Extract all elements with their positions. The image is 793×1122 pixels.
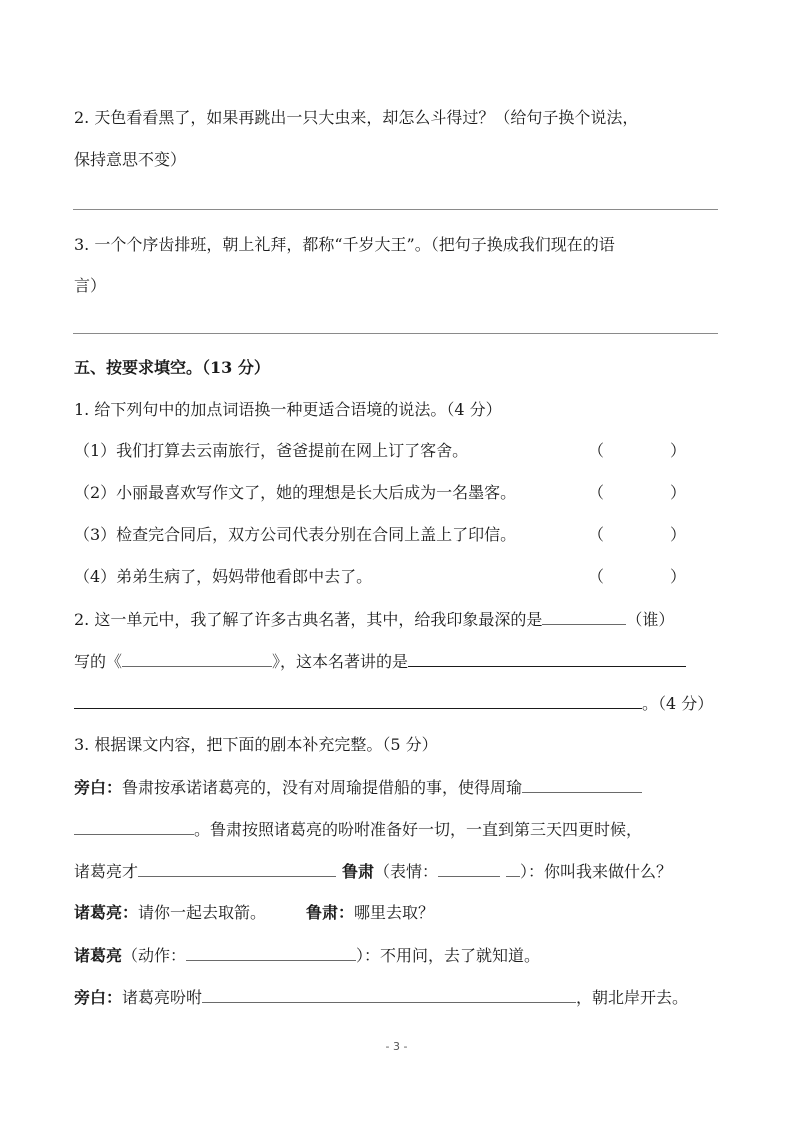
speaker-label: 诸葛亮 [74, 946, 123, 965]
dialogue-text: 哪里去取？ [354, 903, 435, 922]
speaker-label: 鲁肃 [342, 862, 375, 881]
q3-narrator-line1 [74, 777, 642, 798]
paren-open: （ [588, 441, 605, 460]
q2-text: 写的《 [74, 652, 123, 671]
q3-narrator-line2 [74, 819, 642, 840]
book-summary-blank-2[interactable] [74, 693, 642, 709]
answer-line [73, 333, 718, 334]
dialogue-text: ）：你叫我来做什么？ [520, 862, 673, 881]
q2-line3 [74, 693, 713, 714]
expression-blank[interactable] [438, 861, 500, 877]
zhouyu-blank[interactable] [522, 777, 642, 793]
q1-item-1: （1）我们打算去云南旅行，爸爸提前在网上订了客舍。 [74, 441, 469, 460]
speaker-label: 旁白： [74, 778, 123, 797]
speaker-label: 诸葛亮： [74, 903, 139, 922]
zhuge-blank[interactable] [138, 861, 336, 877]
paren-close: ） [670, 441, 687, 460]
paren-close: ） [670, 567, 687, 586]
book-summary-blank[interactable] [408, 651, 686, 667]
q4-item3-line2: 言） [74, 276, 107, 295]
q1-item-3: （3）检查完合同后，双方公司代表分别在合同上盖上了印信。 [74, 525, 517, 544]
q3-narrator-line3 [74, 987, 688, 1008]
narration-text: 。鲁肃按照诸葛亮的吩咐准备好一切，一直到第三天四更时候， [194, 820, 643, 839]
expression-label: （表情： [374, 862, 439, 881]
speaker-label: 鲁肃： [306, 903, 355, 922]
q1-item-4: （4）弟弟生病了，妈妈带他看郎中去了。 [74, 567, 373, 586]
paren-open: （ [588, 483, 605, 502]
narration-text: ，朝北岸开去。 [576, 988, 689, 1007]
section-title: 五、按要求填空。（13 分） [74, 358, 270, 377]
q2-line1 [74, 609, 674, 630]
page-number: - 3 - [385, 1040, 408, 1053]
q3-dialogue-line [74, 903, 434, 923]
paren-open: （ [588, 567, 605, 586]
paren-close: ） [670, 525, 687, 544]
dialogue-text: 请你一起去取箭。 [138, 903, 267, 922]
expression-blank-2[interactable] [506, 861, 520, 877]
q2-text: 2. 这一单元中，我了解了许多古典名著，其中，给我印象最深的是 [74, 610, 543, 629]
q1-item-2: （2）小丽最喜欢写作文了，她的理想是长大后成为一名墨客。 [74, 483, 517, 502]
q2-score: 。（4 分） [642, 694, 714, 713]
paren-open: （ [588, 525, 605, 544]
book-title-blank[interactable] [122, 651, 272, 667]
answer-line [73, 209, 718, 210]
q2-who: （谁） [626, 610, 675, 629]
narration-text: 鲁肃按承诺诸葛亮的，没有对周瑜提借船的事，使得周瑜 [122, 778, 523, 797]
q4-item3-line1: 3. 一个个序齿排班，朝上礼拜，都称“千岁大王”。（把句子换成我们现在的语 [74, 235, 615, 254]
q1-prompt: 1. 给下列句中的加点词语换一种更适合语境的说法。（4 分） [74, 400, 502, 419]
paren-close: ） [670, 483, 687, 502]
q2-text: 》，这本名著讲的是 [272, 652, 409, 671]
narration-text: 诸葛亮吩咐 [122, 988, 203, 1007]
narration-text: 诸葛亮才 [74, 862, 139, 881]
zhouyu-blank-2[interactable] [74, 819, 194, 835]
speaker-label: 旁白： [74, 988, 123, 1007]
q3-prompt: 3. 根据课文内容，把下面的剧本补充完整。（5 分） [74, 735, 438, 754]
instruction-blank[interactable] [202, 987, 576, 1003]
q3-zhuge-line1 [74, 861, 672, 882]
q4-item2-line1: 2. 天色看看黑了，如果再跳出一只大虫来，却怎么斗得过？（给句子换个说法， [74, 108, 639, 127]
action-blank[interactable] [186, 945, 356, 961]
action-label: （动作： [122, 946, 187, 965]
dialogue-text: ）：不用问，去了就知道。 [356, 946, 541, 965]
q2-line2 [74, 651, 686, 672]
q4-item2-line2: 保持意思不变） [74, 150, 187, 169]
author-blank[interactable] [542, 609, 626, 625]
q3-zhuge-action-line [74, 945, 540, 966]
